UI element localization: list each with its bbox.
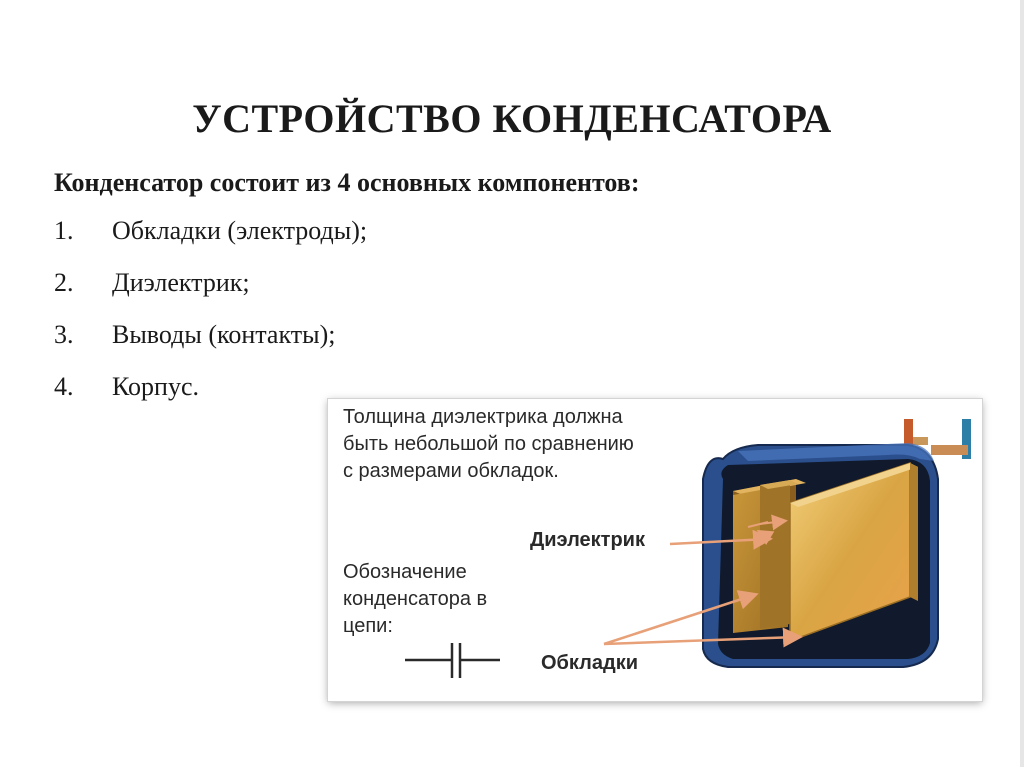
thickness-note: Толщина диэлектрика должна быть небольшой по сравнению с размерами обкладок.	[343, 406, 634, 482]
page-title: УСТРОЙСТВО КОНДЕНСАТОРА	[192, 95, 832, 141]
list-text: Корпус.	[112, 372, 200, 401]
dielectric-label: Диэлектрик	[530, 529, 645, 551]
list-number: 4.	[54, 372, 74, 401]
list-text: Выводы (контакты);	[112, 320, 336, 349]
list-item	[54, 320, 367, 372]
symbol-note: Обозначение конденсатора в цепи:	[343, 561, 488, 637]
capacitor-symbol	[405, 643, 500, 678]
capacitor-figure	[328, 399, 982, 701]
list-item	[54, 372, 367, 424]
list-text: Диэлектрик;	[112, 268, 250, 297]
components-list	[54, 216, 367, 424]
list-item	[54, 268, 367, 320]
list-number: 2.	[54, 268, 74, 297]
intro-text: Конденсатор состоит из 4 основных компонентов:	[54, 168, 640, 197]
list-number: 1.	[54, 216, 74, 245]
list-number: 3.	[54, 320, 74, 349]
list-text: Обкладки (электроды);	[112, 216, 368, 245]
plates-label: Обкладки	[541, 652, 638, 674]
list-item	[54, 216, 367, 268]
lead-wire	[931, 445, 968, 455]
